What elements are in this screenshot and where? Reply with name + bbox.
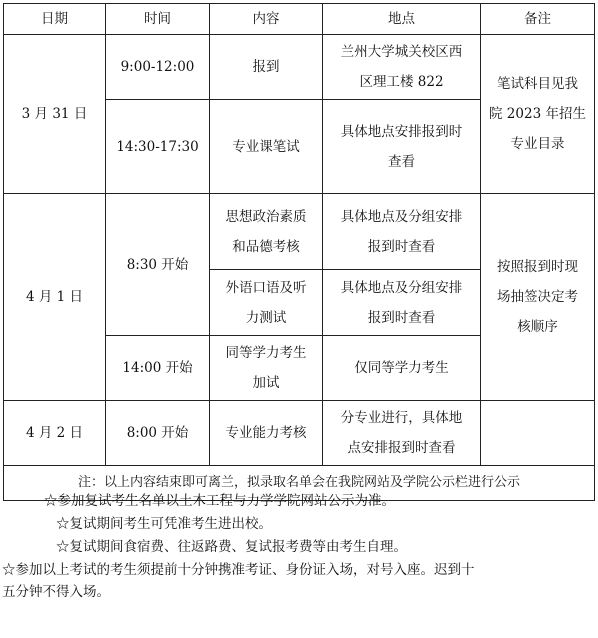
time-cell: 8:30 开始	[106, 194, 210, 336]
date-cell: 4 月 1 日	[4, 194, 106, 401]
note-item: ☆复试期间食宿费、往返路费、复试报考费等由考生自理。	[56, 539, 407, 555]
table-row	[4, 194, 595, 270]
time-cell: 8:00 开始	[106, 401, 210, 466]
table-row	[4, 401, 595, 466]
remark-cell: 笔试科目见我 院 2023 年招生 专业目录	[481, 35, 595, 194]
place-cell: 具体地点安排报到时 查看	[323, 100, 481, 194]
place-cell: 具体地点及分组安排 报到时查看	[323, 270, 481, 336]
content-cell: 报到	[210, 35, 323, 100]
header-place: 地点	[323, 4, 481, 35]
header-time: 时间	[106, 4, 210, 35]
place-cell: 兰州大学城关校区西 区理工楼 822	[323, 35, 481, 100]
time-cell: 14:30-17:30	[106, 100, 210, 194]
date-cell: 3 月 31 日	[4, 35, 106, 194]
date-cell: 4 月 2 日	[4, 401, 106, 466]
note-item: ☆参加复试考生名单以土木工程与力学学院网站公示为准。	[44, 493, 395, 509]
remark-cell: 按照报到时现 场抽签决定考 核顺序	[481, 194, 595, 401]
header-row	[4, 4, 595, 35]
content-cell: 专业能力考核	[210, 401, 323, 466]
note-item-continued: 五分钟不得入场。	[2, 584, 110, 600]
note-item: ☆参加以上考试的考生须提前十分钟携准考证、身份证入场，对号入座。迟到十	[2, 562, 475, 578]
notes-section	[0, 490, 596, 603]
content-cell: 思想政治素质 和品德考核	[210, 194, 323, 270]
time-cell: 14:00 开始	[106, 336, 210, 401]
place-cell: 具体地点及分组安排 报到时查看	[323, 194, 481, 270]
content-cell: 专业课笔试	[210, 100, 323, 194]
header-remark: 备注	[481, 4, 595, 35]
content-cell: 外语口语及听 力测试	[210, 270, 323, 336]
content-cell: 同等学力考生 加试	[210, 336, 323, 401]
place-cell: 仅同等学力考生	[323, 336, 481, 401]
header-content: 内容	[210, 4, 323, 35]
note-item: ☆复试期间考生可凭准考生进出校。	[56, 516, 272, 532]
table-note: 注：以上内容结束即可离兰，拟录取名单会在我院网站及学院公示栏进行公示	[4, 466, 595, 501]
remark-cell	[481, 401, 595, 466]
schedule-table	[3, 3, 595, 501]
place-cell: 分专业进行，具体地 点安排报到时查看	[323, 401, 481, 466]
table-row	[4, 35, 595, 100]
time-cell: 9:00-12:00	[106, 35, 210, 100]
header-date: 日期	[4, 4, 106, 35]
